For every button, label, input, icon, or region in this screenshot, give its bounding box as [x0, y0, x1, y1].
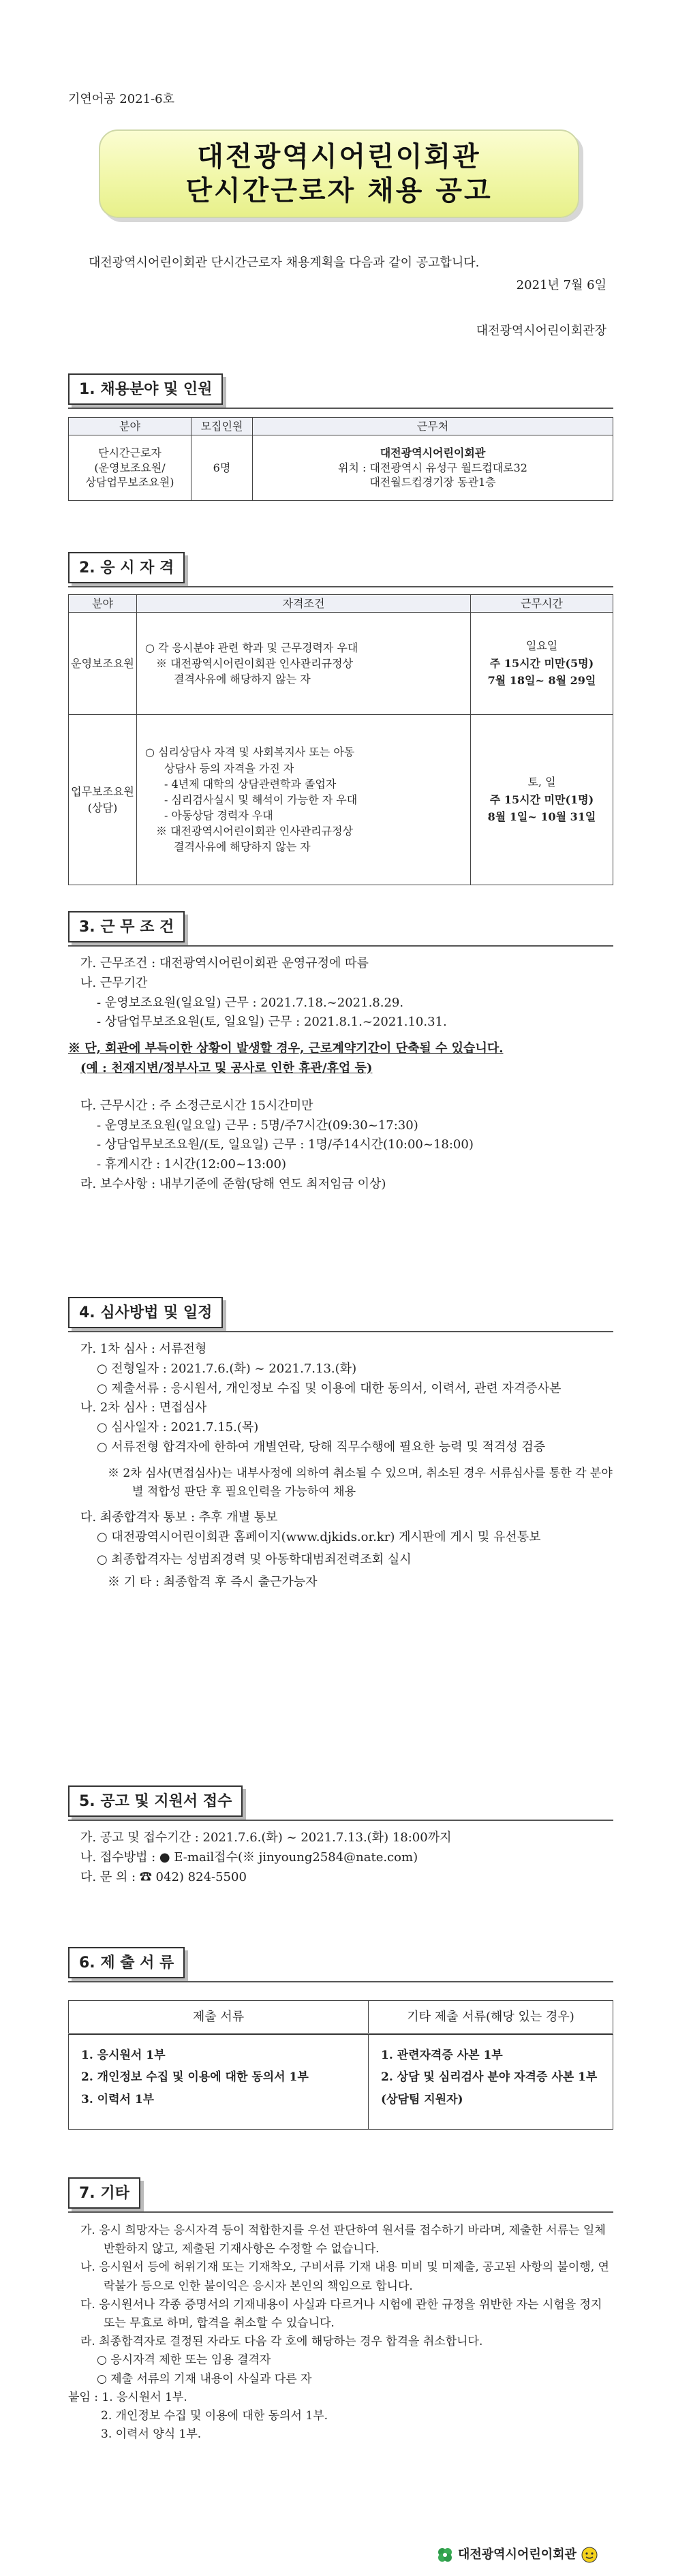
- text-line: 라. 보수사항 : 내부기준에 준함(당해 연도 최저임금 이상): [80, 1176, 386, 1191]
- table-row: [69, 715, 613, 885]
- section7-heading: 7. 기타: [68, 2177, 140, 2209]
- text-line: 2. 개인정보 수집 및 이용에 대한 동의서 1부.: [101, 2408, 328, 2423]
- doc-item: 2. 개인정보 수집 및 이용에 대한 동의서 1부: [81, 2070, 309, 2085]
- text-line: 가. 근무조건 : 대전광역시어린이회관 운영규정에 따름: [80, 956, 369, 970]
- field-line: (상담): [87, 801, 118, 814]
- title-line2: 단시간근로자 채용 공고: [185, 175, 493, 206]
- text-line: 나. 근무기간: [80, 975, 148, 990]
- section1-heading: 1. 채용분야 및 인원: [68, 373, 223, 405]
- col-required: 제출 서류: [69, 2001, 369, 2034]
- table-row: [69, 613, 613, 715]
- text-line: - 운영보조요원(일요일) 근무 : 2021.7.18.~2021.8.29.: [97, 995, 404, 1010]
- table-header-row: [69, 2001, 613, 2034]
- col-optional: 기타 제출 서류(해당 있는 경우): [369, 2001, 613, 2034]
- hours-period: 8월 1일~ 10월 31일: [487, 810, 596, 824]
- doc-item: 1. 관련자격증 사본 1부: [381, 2049, 503, 2062]
- text-line: - 상담업무보조요원/(토, 일요일) 근무 : 1명/주14시간(10:00~18:00): [97, 1137, 474, 1152]
- table-row: [69, 2034, 613, 2130]
- warning-line: (예 : 천재지변/정부사고 및 공사로 인한 휴관/휴업 등): [80, 1060, 373, 1075]
- text-line: 다. 문 의 : ☎ 042) 824-5500: [80, 1869, 247, 1884]
- doc-item: 2. 상담 및 심리검사 분야 자격증 사본 1부(상담팀 지원자): [381, 2070, 598, 2106]
- text-line: 다. 최종합격자 통보 : 추후 개별 통보: [80, 1510, 278, 1525]
- intro: [68, 254, 613, 340]
- condition-line: ○ 심리상담사 자격 및 사회복지사 또는 아동: [145, 746, 355, 759]
- place-name: 대전광역시어린이회관: [380, 446, 486, 460]
- hours-period: 7월 18일~ 8월 29일: [487, 674, 596, 688]
- qualification-table: [68, 594, 613, 885]
- text-line: ※ 기 타 : 최종합격 후 즉시 출근가능자: [108, 1574, 318, 1589]
- section-divider: [68, 1820, 613, 1821]
- hours-cell: [471, 715, 613, 885]
- section-divider: [68, 586, 613, 587]
- text-line: 가. 1차 심사 : 서류전형: [80, 1342, 207, 1356]
- text-line: 나. 2차 심사 : 면접심사: [80, 1400, 207, 1415]
- intro-date: 2021년 7월 6일: [516, 278, 606, 292]
- condition-line: 결격사유에 해당하지 않는 자: [174, 840, 311, 854]
- condition-line: ※ 대전광역시어린이회관 인사관리규정상: [156, 825, 353, 838]
- warning-line: ※ 단, 회관에 부득이한 상황이 발생할 경우, 근로계약기간이 단축될 수 있습니다.: [68, 1041, 504, 1056]
- text-line: ○ 서류전형 합격자에 한하여 개별연락, 당해 직무수행에 필요한 능력 및 적격성 검증: [97, 1439, 546, 1454]
- conditions-cell: [137, 613, 471, 715]
- section-divider: [68, 1331, 613, 1332]
- title-banner: [99, 129, 579, 218]
- field-line: 업무보조요원: [71, 784, 134, 798]
- text-line: ○ 최종합격자는 성범죄경력 및 아동학대범죄전력조회 실시: [97, 1552, 412, 1567]
- place-address: 위치 : 대전광역시 유성구 월드컵대로32: [338, 461, 527, 474]
- text-line: 3. 이력서 양식 1부.: [101, 2427, 202, 2442]
- title-line1: 대전광역시어린이회관: [197, 141, 481, 172]
- section3-heading: 3. 근 무 조 건: [68, 911, 185, 942]
- field-line: 상담업무보조요원): [85, 476, 174, 489]
- required-docs-cell: [69, 2034, 369, 2130]
- col-field: 분야: [69, 418, 191, 435]
- text-line: 다. 근무시간 : 주 소정근로시간 15시간미만: [80, 1098, 313, 1113]
- text-line: ○ 응시자격 제한 또는 임용 결격자: [97, 2353, 271, 2367]
- condition-line: ※ 대전광역시어린이회관 인사관리규정상: [156, 656, 353, 670]
- condition-line: 상담사 등의 자격을 가진 자: [164, 761, 294, 775]
- smile-mascot-icon: [581, 2546, 598, 2564]
- text-line: 나. 응시원서 등에 허위기재 또는 기재착오, 구비서류 기재 내용 미비 및 미제출, 공고된 사항의 불이행, 연락불가 등으로 인한 불이익은 응시자 본인의 책임으로 합니다.: [80, 2260, 609, 2293]
- table-header-row: [69, 595, 613, 613]
- condition-line: - 아동상담 경력자 우대: [164, 809, 273, 823]
- section2-heading: 2. 응 시 자 격: [68, 552, 185, 583]
- doc-item: 3. 이력서 1부: [81, 2092, 155, 2106]
- footer-org-name: 대전광역시어린이회관: [458, 2547, 577, 2562]
- text-line: 다. 응시원서나 각종 증명서의 기재내용이 사실과 다르거나 시험에 관한 규정을 위반한 자는 시험을 정지 또는 무효로 하며, 합격을 취소할 수 있습니다.: [80, 2297, 602, 2330]
- hours-days: 일요일: [525, 639, 558, 653]
- intro-issuer: 대전광역시어린이회관장: [476, 324, 606, 338]
- application-info: [68, 1828, 613, 1887]
- text-line: - 운영보조요원(일요일) 근무 : 5명/주7시간(09:30~17:30): [97, 1118, 418, 1133]
- doc-number: 기연어공 2021-6호: [68, 92, 175, 106]
- col-count: 모집인원: [191, 418, 253, 435]
- section-divider: [68, 1981, 613, 1982]
- field-line: 단시간근로자: [98, 446, 162, 460]
- text-line: - 휴게시간 : 1시간(12:00~13:00): [97, 1157, 286, 1172]
- section4-heading: 4. 심사방법 및 일정: [68, 1297, 223, 1328]
- section-divider: [68, 2211, 613, 2213]
- text-line: 가. 응시 희망자는 응시자격 등이 적합한지를 우선 판단하여 원서를 접수하기 바라며, 제출한 서류는 일체 반환하지 않고, 제출된 기재사항은 수정할 수 없습니다.: [80, 2224, 606, 2256]
- count-cell: 6명: [191, 435, 253, 501]
- col-conditions: 자격조건: [137, 595, 471, 613]
- hours-limit: 주 15시간 미만(1명): [489, 793, 594, 806]
- text-line: 붙임 : 1. 응시원서 1부.: [68, 2390, 187, 2404]
- field-cell: [69, 715, 137, 885]
- condition-line: ○ 각 응시분야 관련 학과 및 근무경력자 우대: [145, 641, 358, 654]
- clover-logo-icon: [436, 2546, 454, 2564]
- doc-item: 1. 응시원서 1부: [81, 2049, 166, 2062]
- note-line: ※ 2차 심사(면접심사)는 내부사정에 의하여 취소될 수 있으며, 취소된 경우 서류심사를 통한 각 분야별 적합성 판단 후 필요인력을 가능하여 채용: [108, 1466, 613, 1499]
- text-line: 나. 접수방법 : ● E-mail접수(※ jinyoung2584@nate.com): [80, 1850, 418, 1865]
- field-cell: [69, 435, 191, 501]
- section-divider: [68, 945, 613, 947]
- section6-heading: 6. 제 출 서 류: [68, 1947, 185, 1978]
- condition-line: 결격사유에 해당하지 않는 자: [174, 673, 311, 686]
- text-line: ○ 제출 서류의 기재 내용이 사실과 다른 자: [97, 2372, 312, 2386]
- section-divider: [68, 408, 613, 409]
- text-line: ○ 전형일자 : 2021.7.6.(화) ~ 2021.7.13.(화): [97, 1361, 357, 1376]
- misc-notes: [68, 2222, 613, 2444]
- table-header-row: [69, 418, 613, 435]
- text-line: 가. 공고 및 접수기간 : 2021.7.6.(화) ~ 2021.7.13.(화) 18:00까지: [80, 1830, 452, 1845]
- intro-text: 대전광역시어린이회관 단시간근로자 채용계획을 다음과 같이 공고합니다.: [89, 256, 480, 270]
- text-line: ○ 제출서류 : 응시원서, 개인정보 수집 및 이용에 대한 동의서, 이력서, 관련 자격증사본: [97, 1381, 562, 1396]
- field-line: (운영보조요원/: [94, 461, 166, 474]
- col-field: 분야: [69, 595, 137, 613]
- conditions-cell: [137, 715, 471, 885]
- documents-table: [68, 2000, 613, 2130]
- work-conditions: [68, 954, 613, 1195]
- hours-limit: 주 15시간 미만(5명): [489, 656, 594, 670]
- table-row: [69, 435, 613, 501]
- field-cell: 운영보조요원: [69, 613, 137, 715]
- footer-logo: [436, 2545, 598, 2564]
- text-line: ○ 대전광역시어린이회관 홈페이지(www.djkids.or.kr) 게시판에 게시 및 유선통보: [97, 1529, 541, 1544]
- recruit-table: [68, 417, 613, 501]
- place-cell: [253, 435, 613, 501]
- place-address: 대전월드컵경기장 동관1층: [369, 476, 496, 489]
- section5-heading: 5. 공고 및 지원서 접수: [68, 1785, 243, 1817]
- col-hours: 근무시간: [471, 595, 613, 613]
- hours-days: 토, 일: [527, 776, 556, 789]
- text-line: 라. 최종합격자로 결정된 자라도 다음 각 호에 해당하는 경우 합격을 취소합니다.: [80, 2335, 483, 2349]
- hours-cell: [471, 613, 613, 715]
- optional-docs-cell: [369, 2034, 613, 2130]
- screening-schedule: [68, 1340, 613, 1592]
- text-line: - 상담업무보조요원(토, 일요일) 근무 : 2021.8.1.~2021.10.31.: [97, 1015, 447, 1030]
- text-line: ○ 심사일자 : 2021.7.15.(목): [97, 1420, 259, 1435]
- col-place: 근무처: [253, 418, 613, 435]
- condition-line: - 심리검사실시 및 해석이 가능한 자 우대: [164, 793, 358, 806]
- condition-line: - 4년제 대학의 상담관련학과 졸업자: [164, 777, 337, 791]
